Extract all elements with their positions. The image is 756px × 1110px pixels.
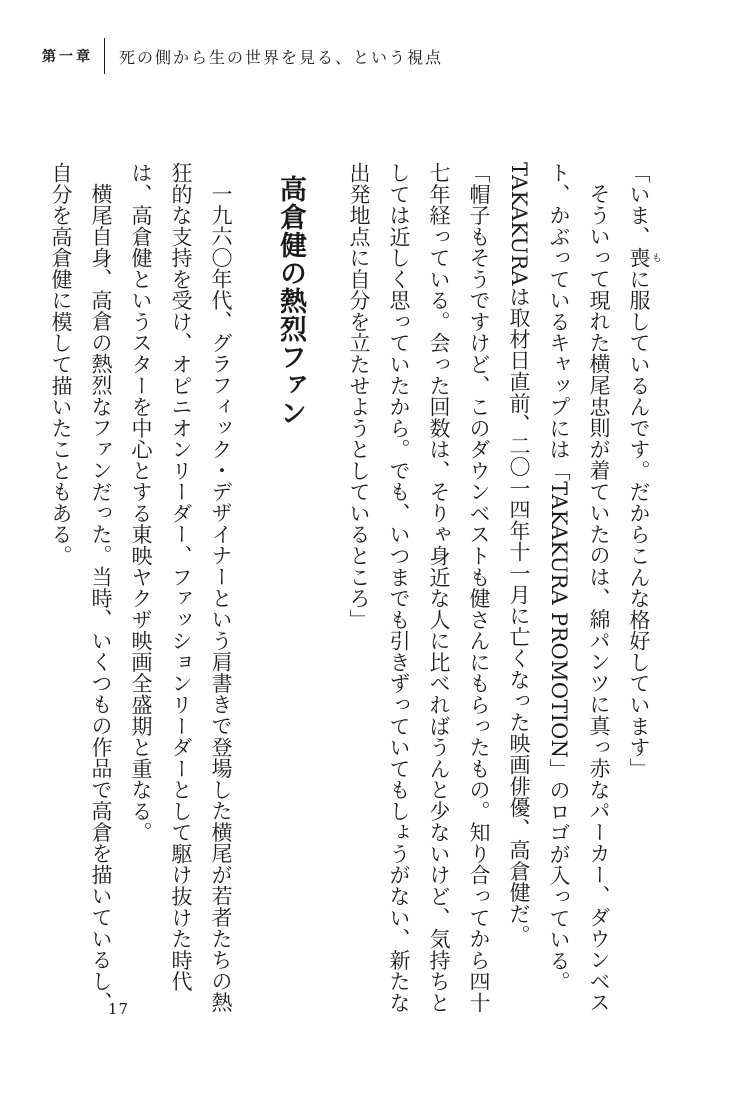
header-divider <box>104 38 105 74</box>
chapter-header <box>42 38 443 74</box>
ruby-base: 喪 <box>627 247 651 269</box>
quote-1-text-before-ruby: 「いま、 <box>627 162 651 248</box>
paragraph-quote-mourning <box>619 162 660 1014</box>
paragraph-yokoo-appearance: そういって現れた横尾忠則が着ていたのは、綿パンツに真っ赤なパーカー、ダウンベスト、かぶっているキャップには「TAKAKURA PROMOTION」のロゴが入っている。TAKAKURAは取材日直前、二〇一四年十一月に亡くなった映画俳優、高倉健だ。 <box>507 162 611 1013</box>
chapter-title: 死の側から生の世界を見る、という視点 <box>119 47 444 67</box>
vertical-text-body <box>41 162 660 1014</box>
ruby-furigana: も <box>649 247 661 269</box>
ruby-annotation-mo <box>627 247 661 269</box>
chapter-number-label: 第一章 <box>42 49 93 65</box>
page-number: 17 <box>108 1000 130 1018</box>
paragraph-quote-cap-and-vest: 「帽子もそうですけど、このダウンベストも健さんにもらったもの。知り合ってから四十七年経っている。会った回数は、そりゃ身近な人に比べればうんと少ないけど、気持ちとしては近しく思っていたから。でも、いつまでも引きずっていてもしょうがない、新たな出発地点に自分を立たせようとしているところ」 <box>347 162 491 1014</box>
quote-1-text-after-ruby: に服しているんです。だからこんな格好しています」 <box>627 268 651 780</box>
paragraph-1960s-designer: 一九六〇年代、グラフィック・デザイナーという肩書きで登場した横尾が若者たちの熱狂的な支持を受け、オピニオンリーダー、ファッションリーダーとして駆け抜けた時代は、高倉健というスターを中心とする東映ヤクザ映画全盛期と重なる。 <box>129 162 233 1013</box>
section-heading-takakura-fan: 高倉健の熱烈ファン <box>275 175 306 427</box>
paragraph-yokoo-fan: 横尾自身、高倉の熱烈なファンだった。当時、いくつもの作品で高倉を描いているし、自分を高倉健に模して描いたこともある。 <box>49 162 113 1013</box>
